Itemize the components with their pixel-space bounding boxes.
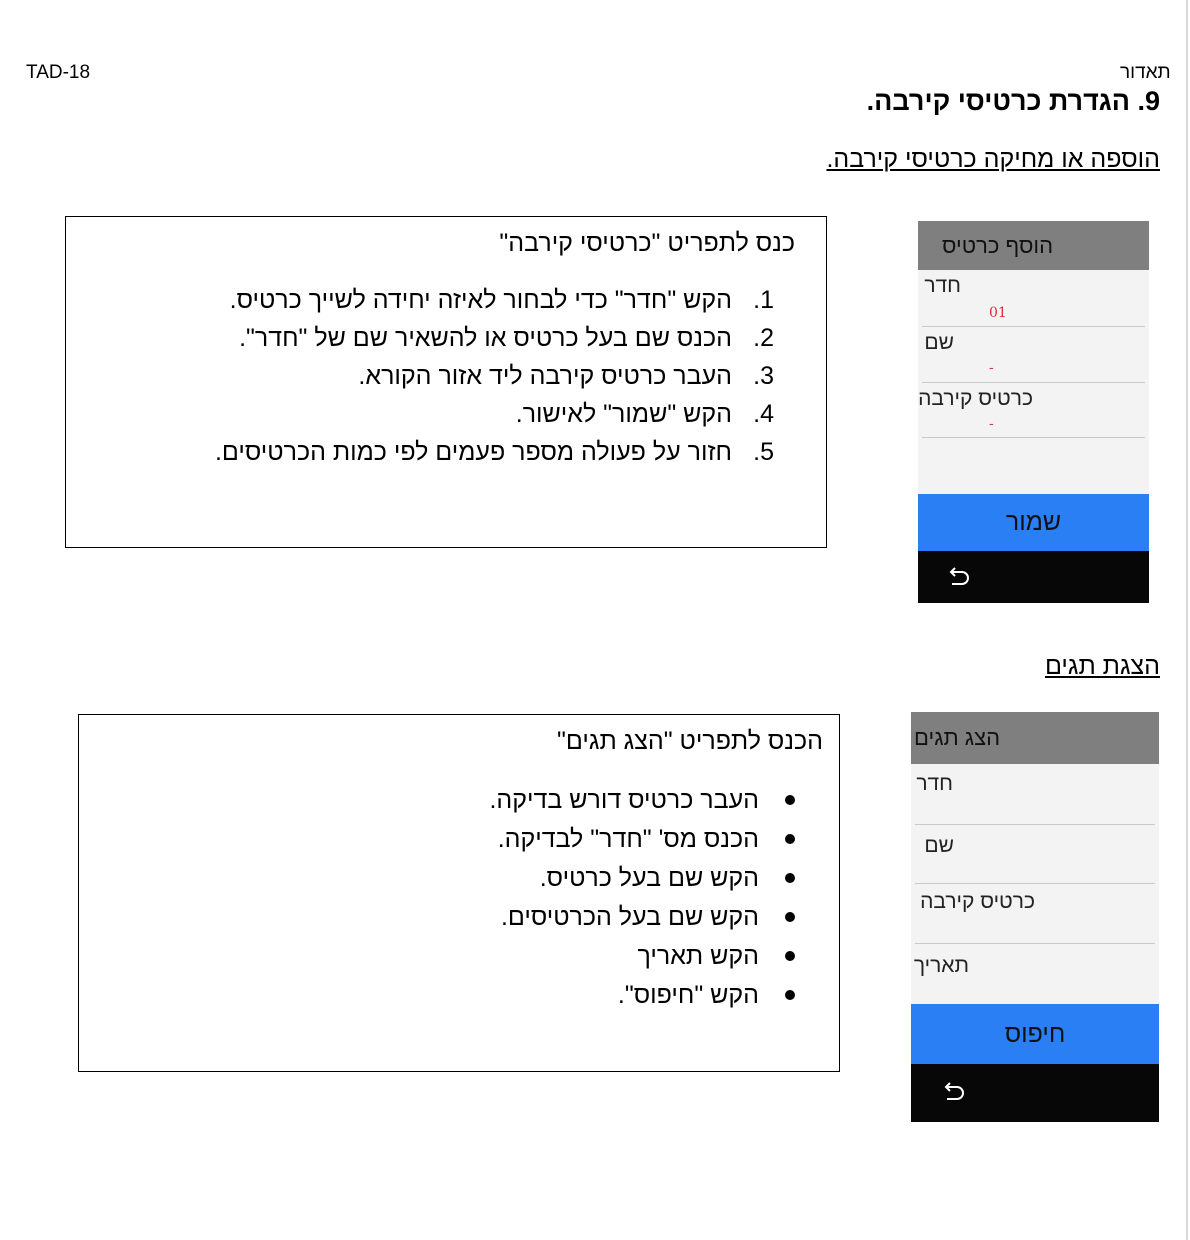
add-card-title-bar [918, 221, 1149, 270]
name-value: - [989, 360, 994, 376]
step-item: 1.הקש "חדר" כדי לבחור לאיזה יחידה לשייך כרטיס. [229, 286, 774, 314]
add-card-footer [918, 551, 1149, 603]
bullet-item: הקש שם בעל כרטיס. [489, 859, 817, 898]
add-card-screen [918, 221, 1149, 603]
field-divider [922, 437, 1145, 438]
back-arrow-icon[interactable] [946, 566, 972, 588]
proximity-card-field[interactable]: כרטיס קירבה [920, 890, 1035, 913]
step-item: 3.העבר כרטיס קירבה ליד אזור הקורא. [358, 362, 774, 390]
show-tags-footer [911, 1064, 1159, 1122]
show-tags-screen [911, 712, 1159, 1122]
search-button[interactable]: חיפוס [911, 1004, 1159, 1064]
show-tags-bullets [489, 781, 817, 1015]
add-card-screen-title: הוסף כרטיס [942, 232, 1054, 258]
save-button[interactable]: שמור [918, 494, 1149, 551]
field-divider [922, 326, 1145, 327]
name-field[interactable]: שם [924, 834, 954, 857]
show-tags-instructions-box [78, 714, 840, 1072]
name-field[interactable]: שם [924, 331, 954, 354]
show-tags-title-bar [911, 712, 1159, 764]
field-divider [915, 943, 1155, 944]
proximity-card-field[interactable]: כרטיס קירבה [918, 387, 1033, 410]
show-tags-instructions-title: הכנס לתפריט "הצג תגים" [557, 727, 823, 755]
step-item: 5.חזור על פעולה מספר פעמים לפי כמות הכרטיסים. [214, 438, 774, 466]
page-edge-divider [1186, 0, 1188, 1240]
step-item: 2.הכנס שם בעל כרטיס או להשאיר שם של "חדר". [239, 324, 774, 352]
add-cards-steps [215, 281, 774, 471]
show-tags-screen-title: הצג תגים [914, 725, 1001, 750]
bullet-item: הקש שם בעל הכרטיסים. [489, 898, 817, 937]
document-id: TAD-18 [26, 62, 91, 83]
section-subtitle-add-cards: הוספה או מחיקה כרטיסי קירבה. [826, 145, 1160, 173]
proximity-card-value: - [989, 416, 994, 432]
room-field[interactable]: חדר [924, 274, 961, 297]
section-subtitle-show-tags: הצגת תגים [1044, 652, 1160, 680]
field-divider [922, 382, 1145, 383]
add-cards-instructions-box [65, 216, 827, 548]
room-value: 01 [989, 305, 1007, 321]
room-field[interactable]: חדר [916, 772, 953, 795]
field-divider [915, 824, 1155, 825]
field-divider [915, 883, 1155, 884]
date-field[interactable]: תאריך [913, 954, 969, 977]
section-title: 9. הגדרת כרטיסי קירבה. [866, 86, 1160, 116]
step-item: 4.הקש "שמור" לאישור. [515, 400, 774, 428]
brand-name: תאדור [1120, 62, 1171, 83]
bullet-item: הכנס מס' "חדר" לבדיקה. [489, 820, 817, 859]
bullet-item: הקש תאריך [489, 937, 817, 976]
bullet-item: העבר כרטיס דורש בדיקה. [489, 781, 817, 820]
bullet-item: הקש "חיפוס". [489, 976, 817, 1015]
back-arrow-icon[interactable] [941, 1081, 967, 1103]
add-cards-instructions-title: כנס לתפריט "כרטיסי קירבה" [499, 229, 795, 257]
